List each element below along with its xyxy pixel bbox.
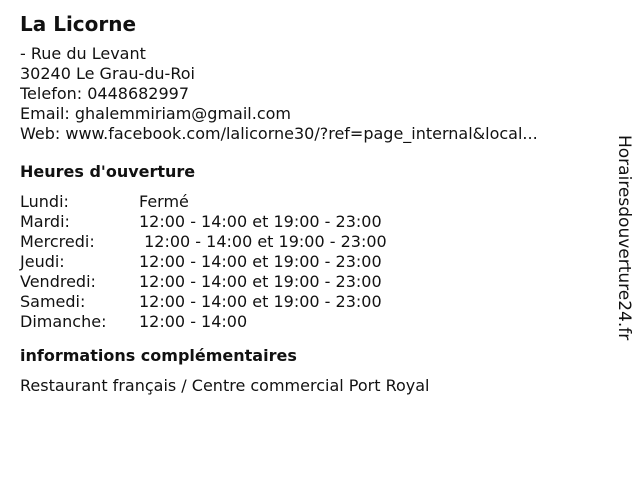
hours-row-monday — [20, 192, 610, 212]
phone-number: Telefon: 0448682997 — [20, 84, 190, 103]
day-label: Mardi: — [20, 212, 70, 231]
day-label: Vendredi: — [20, 272, 96, 291]
hours-row-thursday — [20, 252, 610, 272]
day-hours: 12:00 - 14:00 et 19:00 - 23:00 — [139, 272, 382, 291]
hours-row-saturday — [20, 292, 610, 312]
street-address: - Rue du Levant — [20, 44, 146, 63]
info-text: Restaurant français / Centre commercial Port Royal — [20, 376, 430, 395]
info-heading: informations complémentaires — [20, 346, 297, 365]
opening-hours-table — [20, 192, 610, 332]
day-label: Mercredi: — [20, 232, 95, 251]
day-hours: Fermé — [139, 192, 189, 211]
day-label: Dimanche: — [20, 312, 107, 331]
day-hours: 12:00 - 14:00 et 19:00 - 23:00 — [139, 252, 382, 271]
day-label: Lundi: — [20, 192, 69, 211]
hours-row-friday — [20, 272, 610, 292]
business-name: La Licorne — [20, 12, 137, 36]
day-hours: 12:00 - 14:00 et 19:00 - 23:00 — [139, 232, 387, 251]
website-link[interactable]: Web: www.facebook.com/lalicorne30/?ref=page_internal&local... — [20, 124, 538, 143]
day-label: Jeudi: — [20, 252, 65, 271]
site-watermark: Horairesdouverture24.fr — [614, 135, 634, 341]
business-card — [20, 10, 610, 396]
day-hours: 12:00 - 14:00 — [139, 312, 248, 331]
contact-block — [20, 44, 610, 144]
day-hours: 12:00 - 14:00 et 19:00 - 23:00 — [139, 292, 382, 311]
hours-heading: Heures d'ouverture — [20, 162, 196, 181]
day-label: Samedi: — [20, 292, 86, 311]
day-hours: 12:00 - 14:00 et 19:00 - 23:00 — [139, 212, 382, 231]
hours-row-wednesday — [20, 232, 610, 252]
email-address: Email: ghalemmiriam@gmail.com — [20, 104, 291, 123]
city-address: 30240 Le Grau-du-Roi — [20, 64, 195, 83]
hours-row-sunday — [20, 312, 610, 332]
hours-row-tuesday — [20, 212, 610, 232]
